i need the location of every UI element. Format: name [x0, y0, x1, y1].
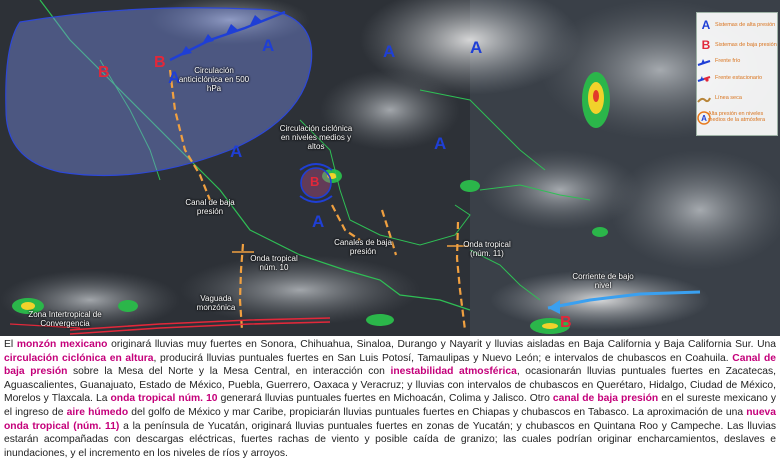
- monsoon-trough-label: Vaguada monzónica: [196, 294, 236, 312]
- legend-item: [697, 18, 777, 32]
- desc-text: generará lluvias puntuales fuertes en Michoacán, Colima y Jalisco. Otro: [217, 393, 553, 405]
- forecast-description: [4, 338, 776, 460]
- high-pressure-marker: A: [312, 212, 325, 231]
- tropical-wave-10-label: Onda tropical núm. 10: [250, 254, 298, 272]
- desc-highlight: inestabilidad atmosférica: [390, 366, 517, 378]
- map-legend: [696, 12, 778, 136]
- desc-text: sobre la Mesa del Norte y la Mesa Central, en interacción con: [67, 366, 391, 378]
- desc-highlight: canal de baja presión: [552, 393, 659, 405]
- desc-text: , producirá lluvias puntuales fuertes en San Luis Potosí, Tamaulipas y Nuevo León; e intervalos de chubascos en Coahuila.: [153, 352, 729, 364]
- desc-highlight: aire húmedo: [66, 406, 129, 418]
- low-pressure-marker: B: [560, 314, 572, 331]
- high-pressure-icon: A: [701, 18, 711, 32]
- legend-label: Frente frío: [715, 58, 741, 64]
- desc-text: del golfo de México y mar Caribe, propiciarán lluvias puntuales fuertes en Chiapas y chubascos en Tabasco. La aproximación de una: [128, 406, 747, 418]
- desc-text: El: [4, 339, 17, 350]
- low-pressure-marker: B: [98, 64, 110, 81]
- legend-label: Frente estacionario: [715, 75, 763, 81]
- troughs-label: Canales de baja presión: [334, 238, 392, 256]
- low-pressure-icon: B: [701, 38, 711, 52]
- desc-highlight: Canal de baja presión: [4, 352, 776, 378]
- low-pressure-marker: B: [154, 54, 166, 71]
- high-pressure-marker: A: [230, 142, 243, 161]
- high-pressure-marker: A: [383, 42, 396, 61]
- legend-item: [697, 111, 777, 123]
- desc-text: a la península de Yucatán, originará lluvias puntuales fuertes en zonas de Yucatán; y chubascos en Quintana Roo y Campeche. Las lluvias estarán acompañadas con descargas eléctricas, fuertes rachas de viento y posible caída de granizo; las cuales podrían originar encharcamientos, deslaves e inundaciones, y el incremento en los niveles de ríos y arroyos.: [4, 420, 777, 459]
- high-pressure-marker: A: [434, 134, 447, 153]
- legend-label: Línea seca: [715, 95, 742, 101]
- legend-label: Sistemas de baja presión: [715, 42, 777, 48]
- svg-text:A: A: [701, 114, 707, 123]
- high-pressure-marker: A: [470, 38, 483, 57]
- itcz-label: Zona Intertropical de Convergencia: [28, 310, 102, 328]
- high-pressure-marker: A: [168, 68, 181, 87]
- desc-highlight: onda tropical núm. 10: [110, 393, 218, 405]
- trough-label: Canal de baja presión: [185, 198, 235, 216]
- legend-item: [697, 95, 777, 101]
- desc-text: , ocasionarán lluvias puntuales fuertes en Zacatecas, Aguascalientes, Guanajuato, Estado de México, Puebla, Guerrero, Oaxaca y Veracruz; y lluvias con intervalos de chubascos en Querétaro, Hidalgo, Ciudad de México, Morelos y Tlaxcala. La: [4, 366, 776, 405]
- desc-highlight: monzón mexicano: [16, 339, 108, 350]
- legend-item: [697, 38, 777, 52]
- anticyclonic-label: Circulación anticiclónica en 500 hPa: [178, 66, 250, 93]
- tropical-wave-11-label: Onda tropical (núm. 11): [463, 240, 511, 258]
- low-level-current-label: Corriente de bajo nivel: [572, 272, 634, 290]
- legend-item: [697, 58, 777, 64]
- legend-label: Alta presión en niveles medios de la atmósfera: [707, 111, 766, 123]
- high-pressure-marker: A: [262, 36, 275, 55]
- low-pressure-marker: B: [310, 174, 320, 189]
- legend-label: Sistemas de alta presión: [715, 22, 776, 28]
- cyclonic-label: Circulación ciclónica en niveles medios y altos: [279, 124, 353, 151]
- desc-text: en el sureste mexicano y el ingreso de: [4, 393, 776, 418]
- desc-text: originará lluvias muy fuertes en Sonora, Chihuahua, Sinaloa, Durango y Nayarit y lluvias aisladas en Baja California y Baja California Sur. Una: [107, 339, 776, 350]
- desc-highlight: nueva onda tropical (núm. 11): [4, 406, 776, 432]
- legend-item: [697, 75, 777, 81]
- desc-highlight: circulación ciclónica en altura: [4, 352, 154, 364]
